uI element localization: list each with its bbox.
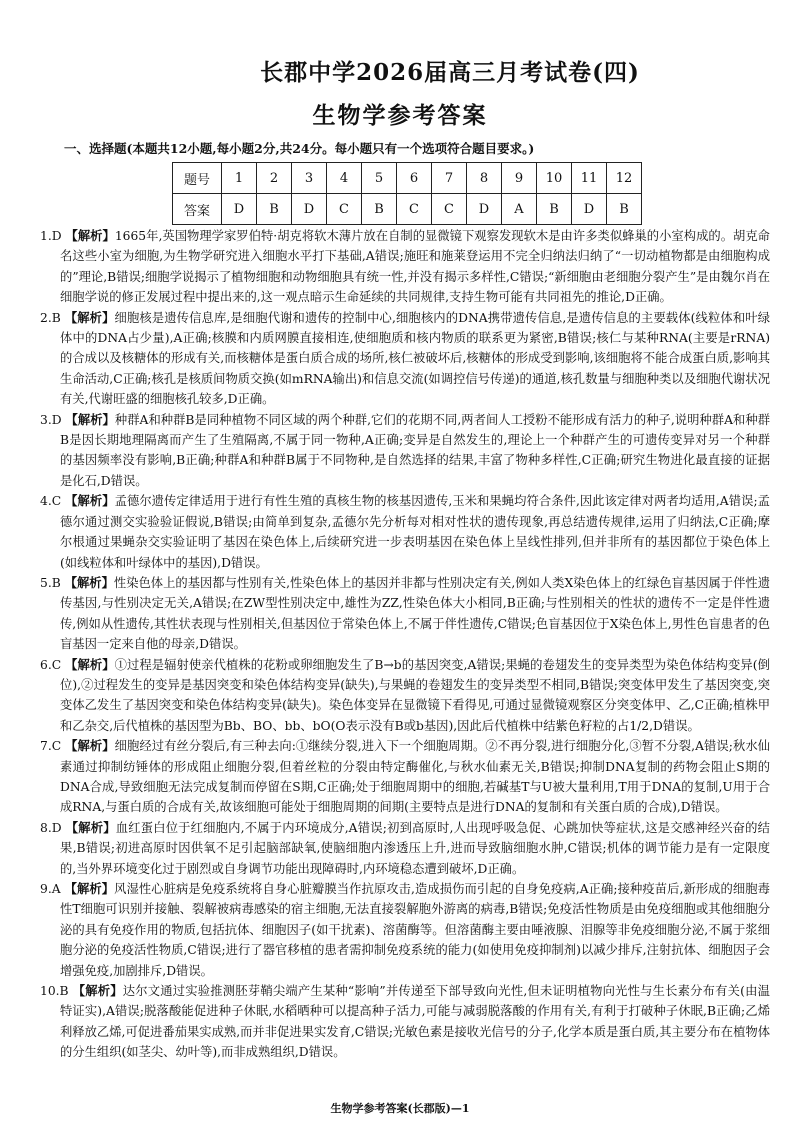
answer-cell: B [257, 194, 292, 225]
explanation-tag: 【解析】 [72, 983, 123, 999]
answer-cell: B [362, 194, 397, 225]
explanation-text: 细胞经过有丝分裂后,有三种去向:①继续分裂,进入下一个细胞周期。②不再分裂,进行细胞分化,③暂不分裂,A错误;秋水仙素通过抑制纺锤体的形成阻止细胞分裂,但着丝粒的分裂由特定酶催化,与秋水仙素无关,B错误;抑制DNA复制的药物会阻止S期的DNA合成,导致细胞无法完成复制而停留在S期,C正确;处于细胞周期中的细胞,若碱基T与U被大量利用,T用于DNA的复制,U用于合成RNA,与蛋白质的合成有关,故该细胞可能处于细胞周期的间期(主要特点是进行DNA的复制和有关蛋白质的合成),D错误。 [60, 739, 770, 815]
question-number-cell: 9 [502, 163, 537, 194]
explanation-number: 5.B [40, 575, 61, 590]
question-number-cell: 4 [327, 163, 362, 194]
explanation-item [40, 655, 770, 737]
explanation-item [40, 308, 770, 410]
row-label-number: 题号 [173, 163, 222, 194]
question-number-cell: 10 [537, 163, 572, 194]
explanation-number: 3.D [40, 412, 62, 427]
answer-cell: B [537, 194, 572, 225]
explanation-item [40, 226, 770, 308]
explanation-tag: 【解析】 [64, 881, 115, 896]
row-label-answer: 答案 [173, 194, 222, 225]
answer-cell: B [607, 194, 642, 225]
exam-title: 长郡中学2026届高三月考试卷(四) [260, 59, 640, 86]
page-footer: 生物学参考答案(长郡版)—1 [330, 1102, 470, 1115]
question-number-cell: 7 [432, 163, 467, 194]
explanation-tag: 【解析】 [65, 411, 115, 427]
explanation-item [40, 879, 770, 981]
explanation-item [40, 981, 770, 1063]
answer-table [172, 162, 642, 225]
explanation-tag: 【解析】 [65, 656, 115, 672]
explanation-text: 种群A和种群B是同种植物不同区域的两个种群,它们的花期不同,两者间人工授粉不能形成有活力的种子,说明种群A和种群B是因长期地理隔离而产生了生殖隔离,不属于同一物种,A正确;变异是自然发生的,理论上一个种群产生的可遗传变异对另一个种群的基因频率没有影响,B正确;种群A和种群B属于不同物种,是自然选择的结果,丰富了物种多样性,C正确;研究生物进化最直接的证据是化石,D错误。 [60, 412, 770, 488]
answer-table-answer-row [173, 194, 642, 225]
explanation-text: 性染色体上的基因都与性别有关,性染色体上的基因并非都与性别决定有关,例如人类X染色体上的红绿色盲基因属于伴性遗传基因,与性别决定无关,A错误;在ZW型性别决定中,雄性为ZZ,性染色体大小相同,B正确;与性别相关的性状的遗传不一定是伴性遗传,例如从性遗传,其性状表现与性别相关,但基因位于常染色体上,不属于伴性遗传,C错误;色盲基因位于X染色体上,男性色盲患者的色盲基因一定来自他的母亲,D错误。 [60, 575, 770, 652]
explanation-tag: 【解析】 [65, 228, 115, 243]
explanations [40, 226, 770, 1063]
explanation-tag: 【解析】 [65, 738, 115, 754]
explanation-item [40, 818, 770, 879]
explanation-tag: 【解析】 [65, 493, 115, 509]
explanation-item [40, 573, 770, 655]
explanation-text: 1665年,英国物理学家罗伯特·胡克将软木薄片放在自制的显微镜下观察发现软木是由许多类似蜂巢的小室构成的。胡克命名这些小室为细胞,为生物学研究进入细胞水平打下基础,A错误;施旺和施莱登运用不完全归纳法归纳了“一切动植物都是由细胞构成的”理论,B错误;细胞学说揭示了植物细胞和动物细胞具有统一性,并没有揭示多样性,C错误;“新细胞由老细胞分裂产生”是由魏尔肖在细胞学说的修正发展过程中提出来的,这一观点暗示生命延续的共同规律,支持生物可能有共同祖先的推论,D正确。 [60, 229, 770, 305]
explanation-number: 4.C [40, 494, 62, 509]
answer-cell: D [467, 194, 502, 225]
explanation-tag: 【解析】 [64, 309, 115, 325]
explanation-text: 达尔文通过实验推测胚芽鞘尖端产生某种“影响”并传递至下部导致向光性,但未证明植物向光性与生长素分布有关(由温特证实),A错误;脱落酸能促进种子休眠,水稻晒种可以提高种子活力,可能与减弱脱落酸的作用有关,有利于打破种子休眠,B正确;乙烯利释放乙烯,可促进番茄果实成熟,而并非促进果实发育,C错误;光敏色素是接收光信号的分子,化学本质是蛋白质,其主要分布在植物体的分生组织(如茎尖、幼叶等),而非成熟组织,D错误。 [60, 984, 770, 1060]
explanation-text: 血红蛋白位于红细胞内,不属于内环境成分,A错误;初到高原时,人出现呼吸急促、心跳加快等症状,这是交感神经兴奋的结果,B错误;初进高原时因供氧不足引起脑部缺氧,使脑细胞内渗透压上升,进而导致脑细胞水肿,C错误;机体的调节能力是有一定限度的,当外界环境变化过于剧烈或自身调节功能出现障碍时,内环境稳态遭到破坏,D正确。 [60, 820, 770, 876]
question-number-cell: 3 [292, 163, 327, 194]
answer-cell: C [327, 194, 362, 225]
answer-cell: A [502, 194, 537, 225]
explanation-number: 1.D [40, 229, 62, 243]
question-number-cell: 8 [467, 163, 502, 194]
answer-table-number-row [173, 163, 642, 194]
answer-cell: C [397, 194, 432, 225]
answer-cell: D [292, 194, 327, 225]
question-number-cell: 6 [397, 163, 432, 194]
question-number-cell: 5 [362, 163, 397, 194]
answer-cell: C [432, 194, 467, 225]
explanation-text: 风湿性心脏病是免疫系统将自身心脏瓣膜当作抗原攻击,造成损伤而引起的自身免疫病,A正确;接种疫苗后,新形成的细胞毒性T细胞可识别并接触、裂解被病毒感染的宿主细胞,无法直接裂解胞外游离的病毒,B错误;免疫活性物质是由免疫细胞或其他细胞分泌的具有免疫作用的物质,包括抗体、细胞因子(如干扰素)、溶菌酶等。但溶菌酶主要由唾液腺、泪腺等非免疫细胞分泌,不属于浆细胞分泌的免疫活性物质,C错误;进行了器官移植的患者需抑制免疫系统的能力(如使用免疫抑制剂)以减少排斥,注射抗体、细胞因子会增强免疫,加剧排斥,D错误。 [60, 882, 770, 978]
answer-cell: D [572, 194, 607, 225]
explanation-number: 6.C [40, 657, 62, 672]
explanation-number: 8.D [40, 820, 62, 835]
question-number-cell: 1 [222, 163, 257, 194]
explanation-number: 7.C [40, 739, 62, 754]
explanation-number: 2.B [40, 310, 61, 325]
section-heading: 一、选择题(本题共12小题,每小题2分,共24分。每小题只有一个选项符合题目要求。) [64, 141, 535, 156]
explanation-text: 细胞核是遗传信息库,是细胞代谢和遗传的控制中心,细胞核内的DNA携带遗传信息,是遗传信息的主要载体(线粒体和叶绿体中的DNA占少量),A正确;核膜和内质网膜直接相连,使细胞质和核内物质的联系更为紧密,B错误;核仁与某种RNA(主要是rRNA)的合成以及核糖体的形成有关,而核糖体是蛋白质合成的场所,核仁被破坏后,核糖体的形成受到影响,该细胞将不能合成蛋白质,影响其生命活动,C正确;核孔是核质间物质交换(如mRNA输出)和信息交流(如调控信号传递)的通道,核孔数量与细胞种类以及细胞代谢状况有关,代谢旺盛的细胞核孔较多,D正确。 [60, 310, 770, 407]
question-number-cell: 12 [607, 163, 642, 194]
explanation-number: 10.B [40, 984, 69, 999]
explanation-item [40, 410, 770, 492]
explanation-text: 孟德尔遗传定律适用于进行有性生殖的真核生物的核基因遗传,玉米和果蝇均符合条件,因此该定律对两者均适用,A错误;孟德尔通过测交实验验证假说,B错误;由简单到复杂,孟德尔先分析每对相对性状的遗传现象,再总结遗传规律,运用了归纳法,C正确;摩尔根通过果蝇杂交实验证明了基因在染色体上,后续研究进一步表明基因在染色体上呈线性排列,但并非所有的基因都位于染色体上(如线粒体和叶绿体中的基因),D错误。 [60, 494, 770, 570]
answer-cell: D [222, 194, 257, 225]
answer-key-title: 生物学参考答案 [312, 102, 488, 129]
question-number-cell: 11 [572, 163, 607, 194]
explanation-text: ①过程是辐射使亲代植株的花粉或卵细胞发生了B→b的基因突变,A错误;果蝇的卷翅发生的变异类型为染色体结构变异(倒位),②过程发生的变异是基因突变和染色体结构变异(缺失),与果蝇的卷翅发生的变异类型不相同,B错误;突变体甲发生了基因突变,突变体乙发生了基因突变和染色体结构变异(缺失)。染色体变异在显微镜下看得见,可通过显微镜观察区分突变体甲、乙,C正确;植株甲和乙杂交,后代植株的基因型为Bb、BO、bb、bO(O表示没有B或b基因),因此后代植株中结紫色籽粒的占1/2,D错误。 [60, 657, 770, 733]
explanation-number: 9.A [40, 882, 61, 896]
explanation-item [40, 736, 770, 818]
question-number-cell: 2 [257, 163, 292, 194]
explanation-tag: 【解析】 [64, 574, 114, 590]
explanation-item [40, 491, 770, 573]
explanation-tag: 【解析】 [65, 819, 116, 835]
